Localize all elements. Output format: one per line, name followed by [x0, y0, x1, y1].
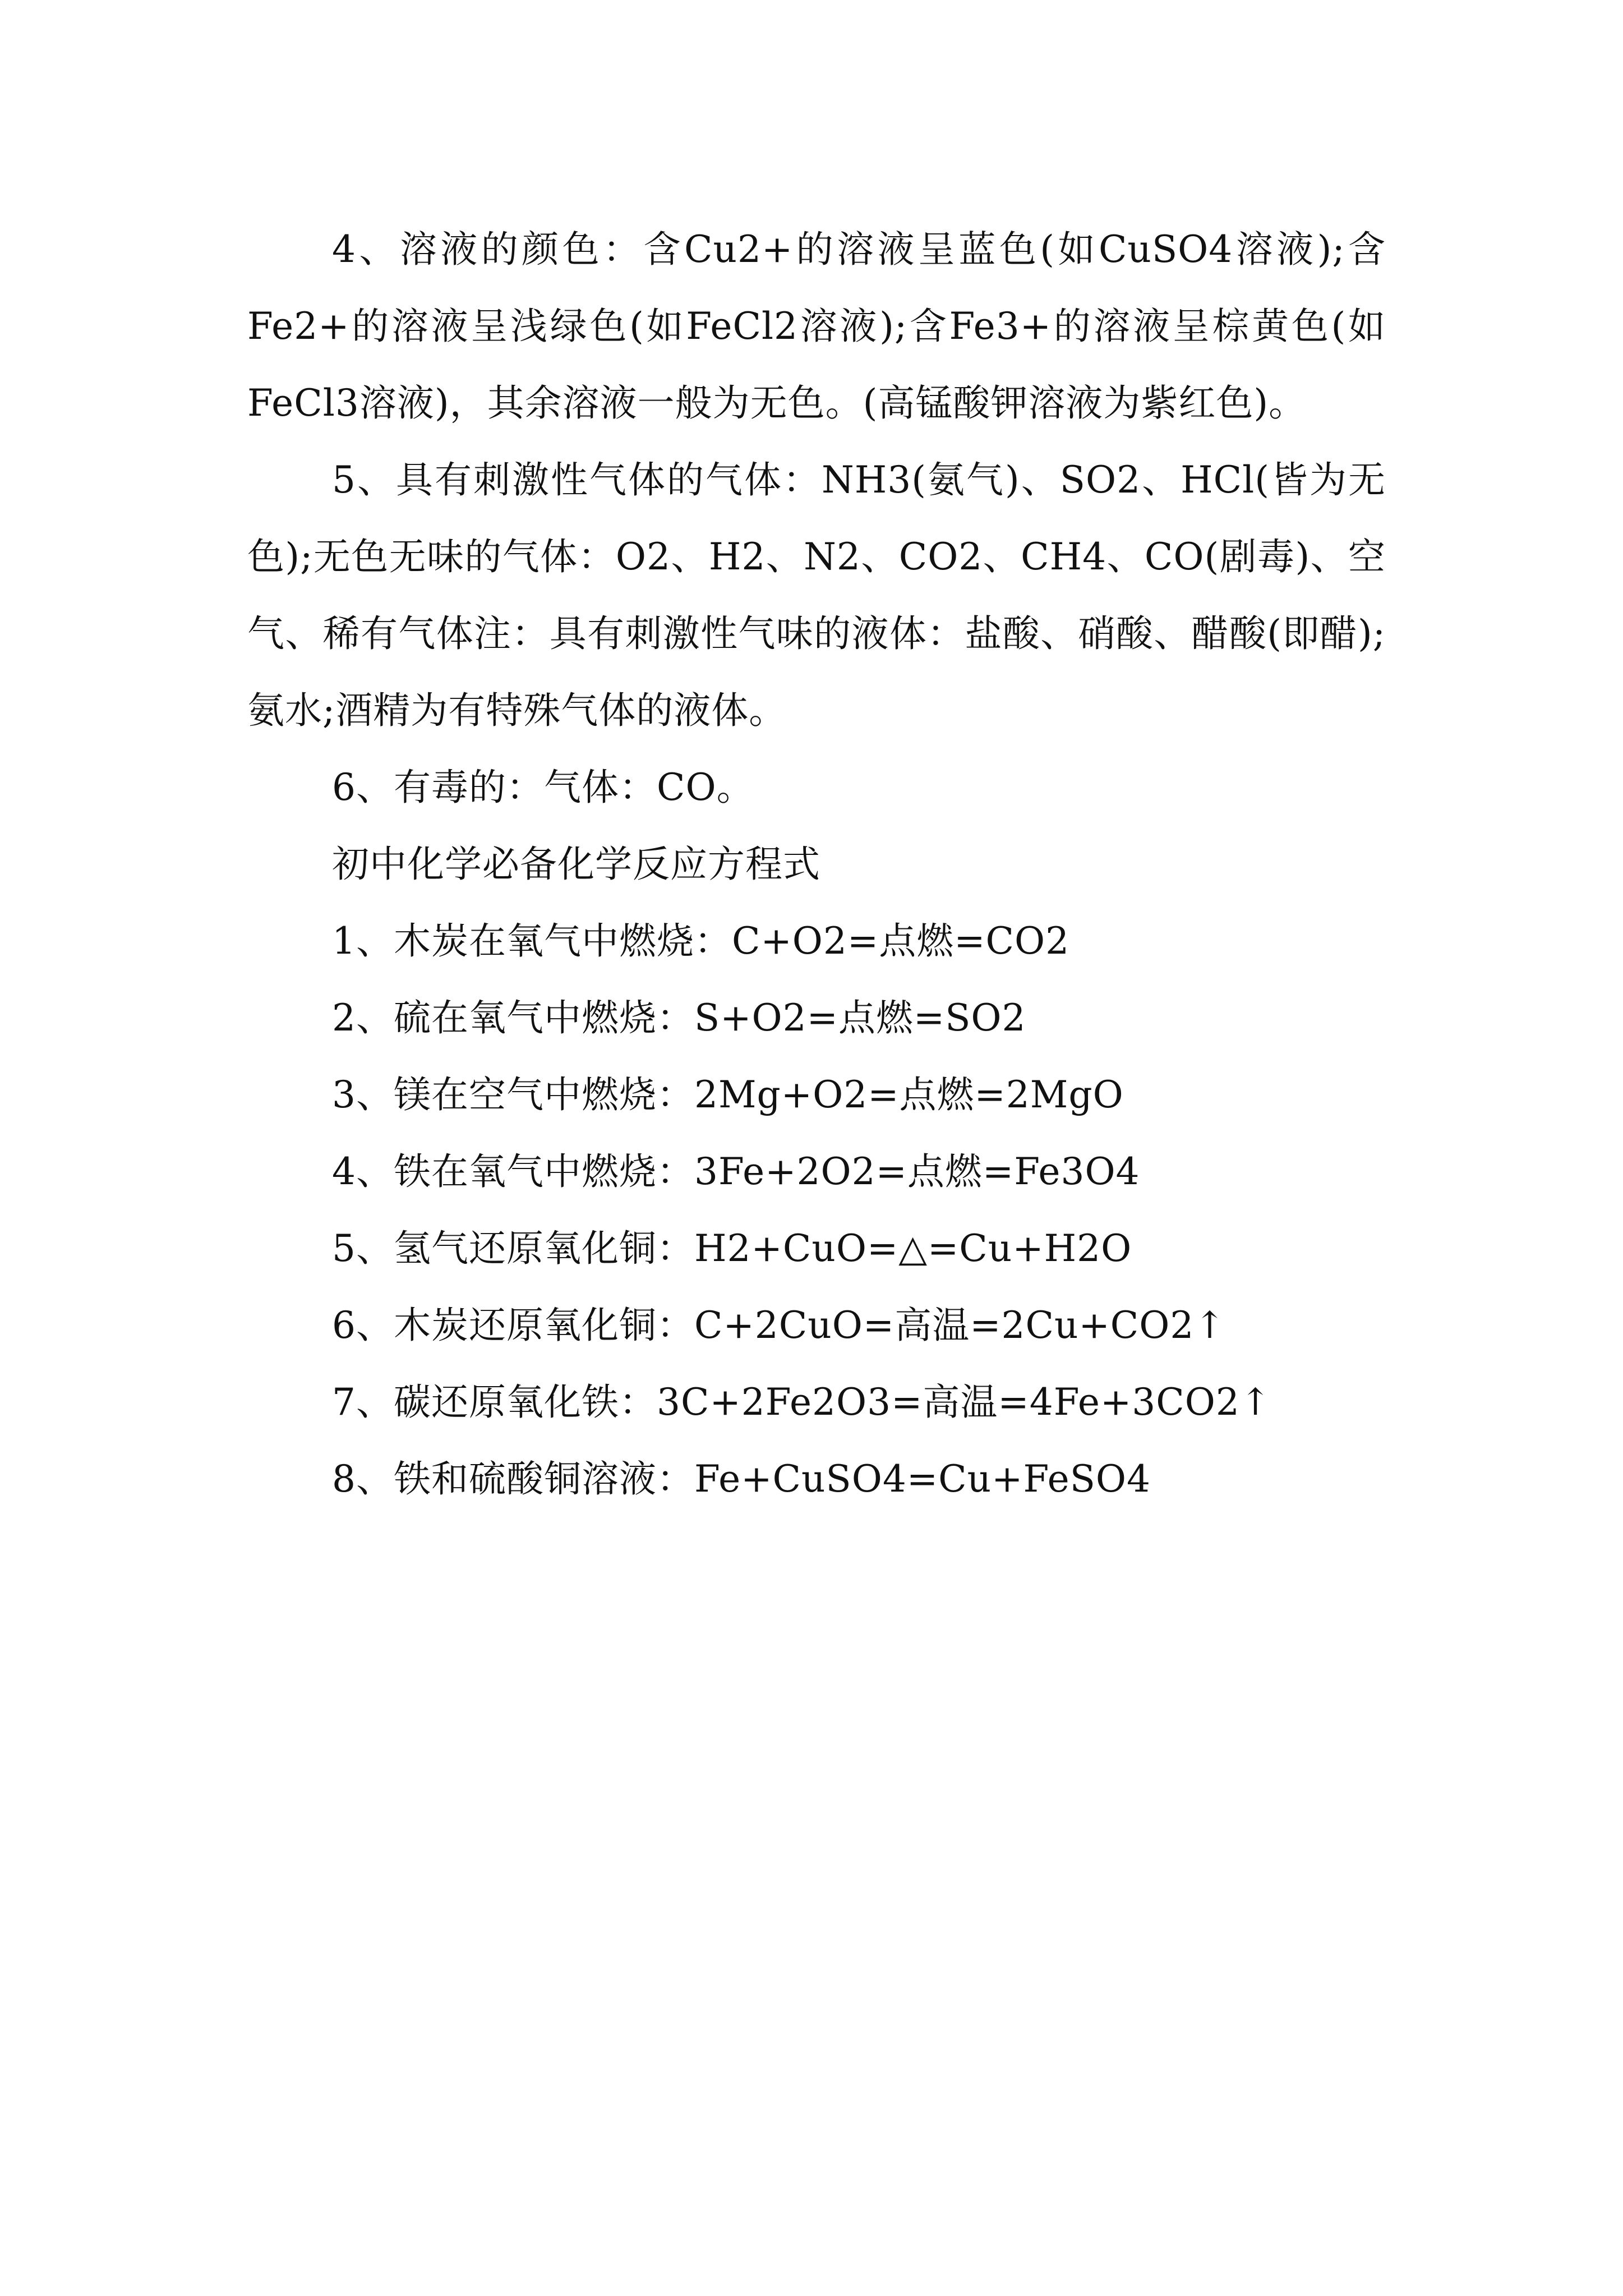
equation-item: 4、铁在氧气中燃烧：3Fe+2O2=点燃=Fe3O4: [332, 1150, 1140, 1193]
paragraph-solution-colors: 4、溶液的颜色：含Cu2+的溶液呈蓝色(如CuSO4溶液);含Fe2+的溶液呈浅绿色(如FeCl2溶液);含Fe3+的溶液呈棕黄色(如FeCl3溶液)，其余溶液一般为无色。(高锰酸钾溶液为紫红色)。: [247, 228, 1386, 425]
equation-item: 2、硫在氧气中燃烧：S+O2=点燃=SO2: [332, 996, 1026, 1039]
section-heading-equations: 初中化学必备化学反应方程式: [332, 843, 820, 886]
paragraph-toxic-gas: 6、有毒的：气体：CO。: [332, 766, 754, 809]
equation-item: 7、碳还原氧化铁：3C+2Fe2O3=高温=4Fe+3CO2↑: [332, 1381, 1272, 1424]
equation-item: 8、铁和硫酸铜溶液：Fe+CuSO4=Cu+FeSO4: [332, 1457, 1151, 1501]
paragraph-irritating-gases: 5、具有刺激性气体的气体：NH3(氨气)、SO2、HCl(皆为无色);无色无味的气体：O2、H2、N2、CO2、CH4、CO(剧毒)、空气、稀有气体注：具有刺激性气味的液体：盐酸、硝酸、醋酸(即醋);氨水;酒精为有特殊气体的液体。: [247, 458, 1386, 732]
equation-item: 6、木炭还原氧化铜：C+2CuO=高温=2Cu+CO2↑: [332, 1304, 1226, 1347]
equation-item: 5、氢气还原氧化铜：H2+CuO=△=Cu+H2O: [332, 1227, 1132, 1270]
equation-item: 1、木炭在氧气中燃烧：C+O2=点燃=CO2: [332, 919, 1070, 963]
equation-item: 3、镁在空气中燃烧：2Mg+O2=点燃=2MgO: [332, 1073, 1124, 1116]
document-body: [247, 211, 1386, 1517]
